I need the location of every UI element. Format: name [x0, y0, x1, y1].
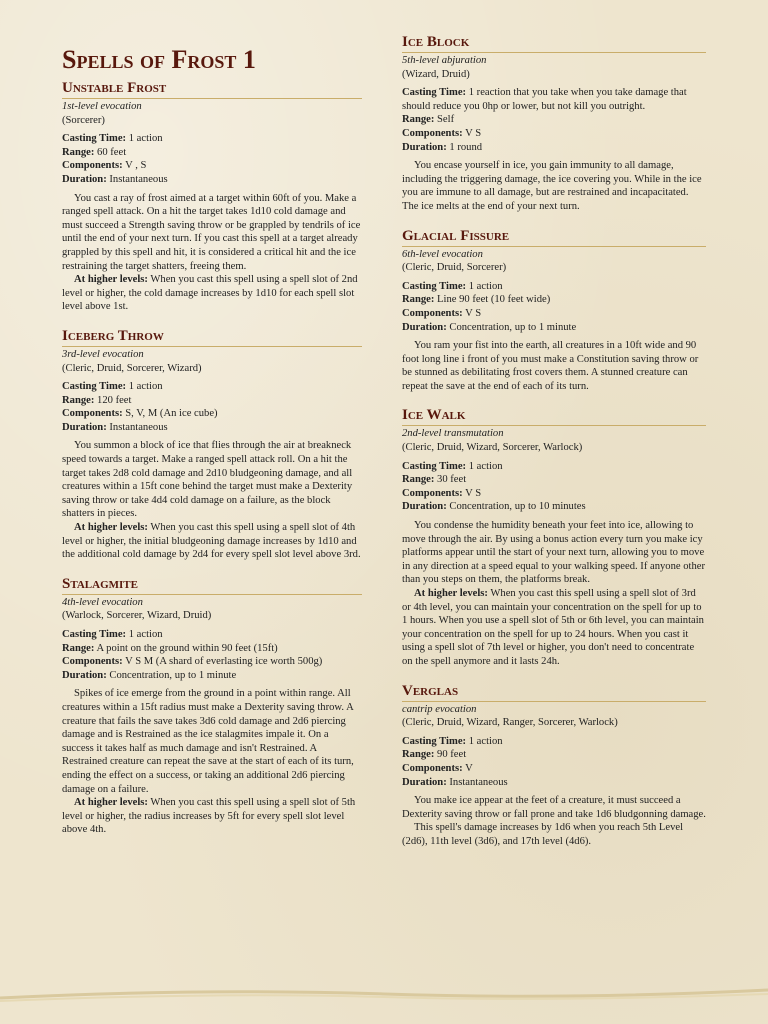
stat-value: 30 feet — [437, 474, 467, 486]
stat-value: A point on the ground within 90 feet (15ft) — [96, 642, 278, 654]
stat-value: 1 action — [468, 280, 503, 292]
stat-value: Self — [437, 114, 455, 126]
spell-type: 6th-level evocation — [402, 248, 483, 260]
stat-value: 120 feet — [97, 394, 132, 406]
stat-duration — [62, 421, 362, 435]
description-text: You make ice appear at the feet of a creature, it must succeed a Dexterity saving throw or fall prone and take 1d6 bludgonning damage. — [402, 795, 706, 820]
stat-label: Range: — [402, 474, 435, 486]
higher-levels-label: At higher levels: — [414, 588, 488, 599]
higher-levels — [62, 273, 362, 314]
page-title: Spells of Frost 1 — [62, 45, 256, 74]
stat-value: V S M (A shard of everlasting ice worth 500g) — [125, 656, 323, 668]
spell-classes: (Warlock, Sorcerer, Wizard, Druid) — [62, 610, 212, 622]
spell-description — [402, 519, 706, 669]
spell-name: Unstable Frost — [62, 80, 362, 99]
stat-range — [402, 293, 706, 307]
stat-value: Instantaneous — [109, 173, 168, 185]
stat-casting-time — [62, 380, 362, 394]
stat-value: Instantaneous — [449, 776, 508, 788]
spell-name: Glacial Fissure — [402, 228, 706, 247]
description-text: You summon a block of ice that flies through the air at breakneck speed towards a target. Make a ranged spell attack roll. On a hit the target takes 2d8 cold damage and 2d10 bludgeoning damage, and all creatures within a 15ft cone behind the target must make a Dexterity saving throw or take 4d4 cold damage on a failure, as the block shatters in pieces. — [62, 440, 353, 520]
higher-levels — [402, 587, 706, 669]
stat-casting-time — [402, 735, 706, 749]
higher-levels-label: At higher levels: — [74, 522, 148, 534]
stat-range — [62, 394, 362, 408]
stat-duration — [402, 321, 706, 335]
stat-value: 1 reaction that you take when you take damage that should reduce you 0hp or lower, but not kill you outright. — [402, 87, 687, 112]
higher-levels-label: At higher levels: — [74, 274, 148, 286]
stat-label: Casting Time: — [402, 280, 467, 292]
spell-type: 3rd-level evocation — [62, 348, 144, 360]
description-text: Spikes of ice emerge from the ground in a point within range. All creatures within a 15ft radius must make a Dexterity saving throw. A creature that fails the save takes 3d6 cold damage and 2d6 piercing damage and is Restrained as the ice stalagmites impale it. On a success it takes half as much damage and isn't Restrained. A Restrained creature can repeat the save at the start of each of its turn, ending the effect on a success, or taking an additional 2d6 piercing damage on a failure. — [62, 688, 354, 795]
spell-description — [402, 339, 706, 393]
page-footer-ornament — [0, 984, 768, 1002]
description-text: You ram your fist into the earth, all creatures in a 10ft wide and 90 foot long line i front of you must make a Constitution saving throw or be stunned as debilitating frost covers them. A stunned creature can repeat the save at the end of each of its turn. — [402, 340, 699, 392]
stat-value: V S — [465, 487, 482, 499]
stat-casting-time — [402, 86, 706, 113]
stat-label: Components: — [62, 656, 123, 668]
stat-label: Duration: — [402, 501, 447, 513]
stat-casting-time — [402, 460, 706, 474]
spell-description — [402, 159, 706, 213]
stat-value: Line 90 feet (10 feet wide) — [437, 294, 551, 306]
stat-label: Duration: — [62, 173, 107, 185]
right-column — [402, 34, 706, 863]
stat-label: Duration: — [62, 421, 107, 433]
stat-components — [402, 307, 706, 321]
spell-type: cantrip evocation — [402, 703, 477, 715]
stat-range — [402, 473, 706, 487]
stat-duration — [62, 669, 362, 683]
stat-label: Casting Time: — [402, 87, 467, 99]
stat-label: Range: — [62, 394, 95, 406]
stat-label: Duration: — [402, 141, 447, 153]
stat-label: Range: — [402, 749, 435, 761]
spell-type: 5th-level abjuration — [402, 55, 487, 66]
stat-components — [62, 159, 362, 173]
stat-value: 1 action — [128, 381, 163, 393]
stat-label: Components: — [402, 127, 463, 139]
description-text: You cast a ray of frost aimed at a target within 60ft of you. Make a ranged spell attack. On a hit the target takes 1d10 cold damage and must succeed a Strength saving throw or be grappled by tendrils of ice until the end of your next turn. If you cast this spell at a target already grappled by this spell and hit, it is considered a critical hit and the ice restraining the target shatters, freeing them. — [62, 192, 361, 272]
spell-iceberg-throw — [62, 328, 362, 562]
spell-ice-block — [402, 34, 706, 214]
spell-type: 2nd-level transmutation — [402, 428, 504, 440]
stat-value: 1 action — [468, 460, 503, 472]
higher-levels-text: When you cast this spell using a spell slot of 2nd level or higher, the cold damage increases by 1d10 for each spell slot level above 1st. — [62, 274, 358, 313]
spell-verglas — [402, 683, 706, 849]
stat-value: 60 feet — [97, 146, 127, 158]
stat-duration — [402, 500, 706, 514]
stat-components — [62, 655, 362, 669]
stat-value: 1 action — [128, 133, 163, 145]
stat-components — [62, 407, 362, 421]
higher-levels-text: When you cast this spell using a spell slot of 3rd or 4th level, you can maintain your concentration on the spell for up to 1 hours. When you use a spell slot of 5th or 6th level, you can maintain your concentration on the spell for up to 24 hours. When you cast it using a spell slot of 7th level or higher, you don't need to concentrate on the spell anymore and it lasts 24h. — [402, 588, 704, 667]
description-text: You condense the humidity beneath your feet into ice, allowing to move through the air. By using a bonus action every turn you make icy platforms appear until the start of your next turn, allowing you to move in any direction at a speed equal to your walking speed. If anyone other than you steps on them, the platforms break. — [402, 520, 705, 586]
spell-unstable-frost — [62, 80, 362, 314]
stat-value: V — [465, 762, 473, 774]
stat-range — [62, 642, 362, 656]
stat-value: S, V, M (An ice cube) — [125, 408, 218, 420]
stat-value: 1 action — [468, 735, 503, 747]
description-extra: This spell's damage increases by 1d6 when you reach 5th Level (2d6), 11th level (3d6), and 17th level (4d6). — [402, 822, 684, 847]
stat-label: Range: — [62, 642, 95, 654]
higher-levels-label: At higher levels: — [74, 797, 148, 809]
stat-value: 1 action — [128, 629, 163, 640]
stat-value: Instantaneous — [109, 421, 168, 433]
higher-levels — [62, 796, 362, 837]
stat-label: Range: — [62, 146, 95, 158]
stat-label: Casting Time: — [402, 460, 467, 472]
spell-stalagmite — [62, 576, 362, 837]
higher-levels — [62, 521, 362, 562]
spell-name: Ice Block — [402, 34, 706, 53]
stat-label: Casting Time: — [62, 629, 127, 640]
spell-ice-walk — [402, 407, 706, 668]
spell-type: 1st-level evocation — [62, 101, 142, 112]
stat-value: V S — [465, 307, 482, 319]
stat-value: 90 feet — [437, 749, 467, 761]
spell-glacial-fissure — [402, 228, 706, 394]
stat-label: Components: — [402, 487, 463, 499]
stat-label: Duration: — [402, 321, 447, 333]
spell-classes: (Cleric, Druid, Wizard, Sorcerer, Warlock) — [402, 442, 583, 454]
spell-classes: (Cleric, Druid, Wizard, Ranger, Sorcerer, Warlock) — [402, 717, 618, 729]
stat-label: Duration: — [402, 776, 447, 788]
stat-label: Components: — [402, 307, 463, 319]
stat-value: Concentration, up to 1 minute — [109, 669, 237, 681]
stat-duration — [402, 776, 706, 790]
stat-label: Range: — [402, 114, 435, 126]
description-text: You encase yourself in ice, you gain immunity to all damage, including the triggering damage, the ice covering you. While in the ice you are immune to all damage, but are restrained and incapacitated. The ice melts at the end of your next turn. — [402, 160, 702, 212]
stat-label: Casting Time: — [62, 133, 127, 145]
spell-name: Iceberg Throw — [62, 328, 362, 347]
stat-range — [402, 113, 706, 127]
stat-range — [402, 748, 706, 762]
spell-classes: (Cleric, Druid, Sorcerer, Wizard) — [62, 362, 202, 374]
stat-label: Duration: — [62, 669, 107, 681]
stat-casting-time — [62, 628, 362, 642]
stat-label: Components: — [402, 762, 463, 774]
stat-label: Range: — [402, 294, 435, 306]
spell-name: Verglas — [402, 683, 706, 702]
stat-casting-time — [62, 132, 362, 146]
stat-components — [402, 127, 706, 141]
stat-value: V , S — [125, 160, 147, 172]
stat-label: Casting Time: — [62, 381, 127, 393]
spell-description — [402, 794, 706, 848]
stat-value: V S — [465, 127, 482, 139]
stat-duration — [402, 141, 706, 155]
spell-name: Ice Walk — [402, 407, 706, 426]
stat-components — [402, 487, 706, 501]
stat-value: 1 round — [449, 141, 483, 153]
stat-casting-time — [402, 280, 706, 294]
spell-description — [62, 192, 362, 314]
stat-components — [402, 762, 706, 776]
stat-label: Components: — [62, 160, 123, 172]
spell-type: 4th-level evocation — [62, 596, 143, 608]
higher-levels-text: When you cast this spell using a spell slot of 5th level or higher, the radius increases by 5ft for every spell slot level above 4th. — [62, 797, 356, 836]
spell-description — [62, 687, 362, 837]
stat-value: Concentration, up to 1 minute — [449, 321, 577, 333]
stat-range — [62, 146, 362, 160]
spell-classes: (Wizard, Druid) — [402, 68, 470, 80]
spell-classes: (Cleric, Druid, Sorcerer) — [402, 262, 507, 274]
stat-value: Concentration, up to 10 minutes — [449, 501, 586, 513]
spell-name: Stalagmite — [62, 576, 362, 595]
spell-classes: (Sorcerer) — [62, 114, 105, 126]
stat-duration — [62, 173, 362, 187]
left-column — [62, 34, 362, 851]
spell-description — [62, 439, 362, 561]
stat-label: Components: — [62, 408, 123, 420]
stat-label: Casting Time: — [402, 735, 467, 747]
higher-levels-text: When you cast this spell using a spell slot of 4th level or higher, the initial bludgeoning damage increases by 1d10 and the additional cold damage by 2d4 for every spell slot level above 3rd. — [62, 522, 361, 561]
